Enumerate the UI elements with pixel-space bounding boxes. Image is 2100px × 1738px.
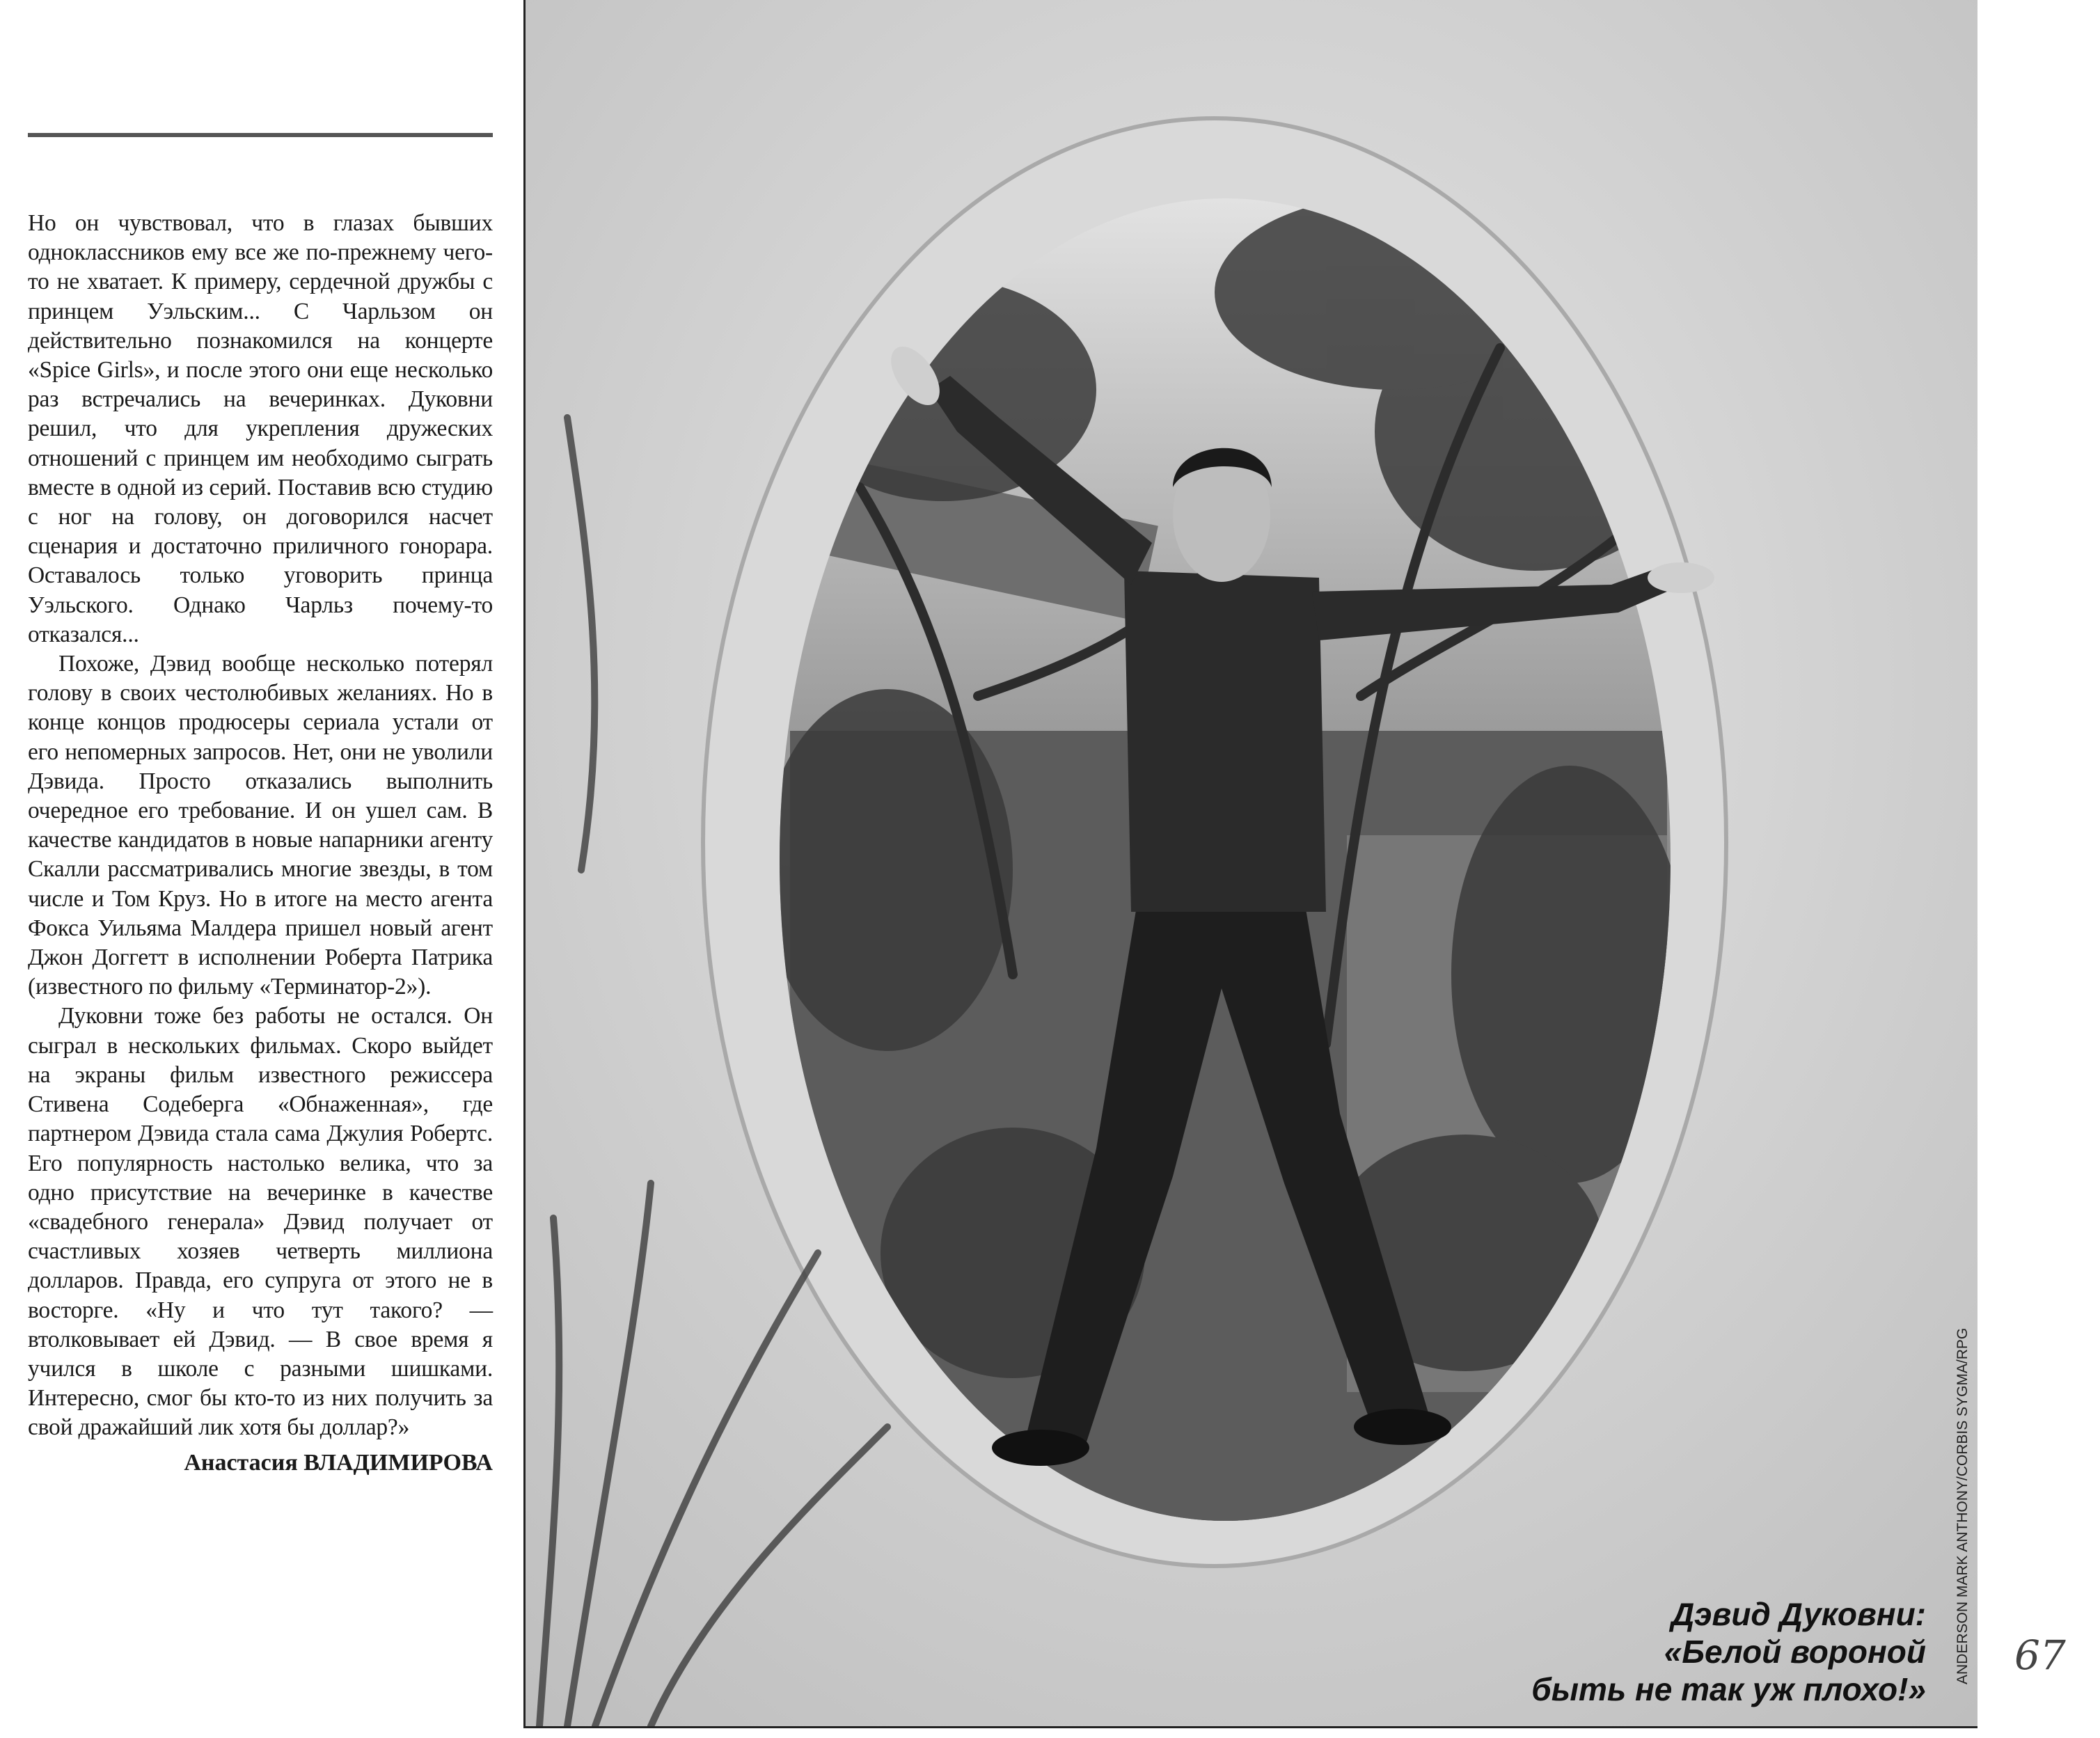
photo-credit: ANDERSON MARK ANTHONY/CORBIS SYGMA/RPG [1955, 1327, 1971, 1684]
caption-line-2: «Белой вороной [1664, 1634, 1926, 1670]
article-paragraph-1: Но он чувствовал, что в глазах бывших одноклассников ему все же по-прежнему чего-то не хватает. К примеру, сердечной дружбы с принцем Уэльским... С Чарльзом он действительно познакомился на концерте «Spice Girls», и после этого они еще несколько раз встречались на вечеринках. Дуковни решил, что для укрепления дружеских отношений с принцем им необходимо сыграть вместе в одной из серий. Поставив всю студию с ног на голову, он договорился насчет сценария и достаточно приличного гонорара. Оставалось только уговорить принца Уэльского. Однако Чарльз почему-то отказался... [28, 210, 493, 647]
article-column [28, 209, 493, 1478]
caption-line-3: быть не так уж плохо!» [1531, 1671, 1926, 1707]
photo-illustration [526, 0, 1977, 1726]
photo-caption [1531, 1595, 1926, 1708]
article-paragraph-2: Похоже, Дэвид вообще несколько потерял голову в своих честолюбивых желаниях. Но в конце концов продюсеры сериала устали от его непомерных запросов. Нет, они не уволили Дэвида. Просто отказались выполнить очередное его требование. И он ушел сам. В качестве кандидатов в новые напарники агенту Скалли рассматривались многие звезды, в том числе и Том Круз. Но в итоге на место агента Фокса Уильяма Малдера пришел новый агент Джон Доггетт в исполнении Роберта Патрика (известного по фильму «Терминатор-2»). [28, 651, 493, 1000]
top-rule [28, 133, 493, 137]
page-number: 67 [2014, 1632, 2066, 1679]
byline: Анастасия ВЛАДИМИРОВА [184, 1449, 493, 1476]
article-paragraph-3: Дуковни тоже без работы не остался. Он сыграл в нескольких фильмах. Скоро выйдет на экраны фильм известного режиссера Стивена Содеберга «Обнаженная», где партнером Дэвида стала сама Джулия Робертс. Его популярность настолько велика, что за одно присутствие на вечеринке в качестве «свадебного генерала» Дэвид получает от счастливых хозяев четверть миллиона долларов. Правда, его супруга от этого не в восторге. «Ну и что тут такого? — втолковывает ей Дэвид. — В свое время я учился в школе с разными шишками. Интересно, смог бы кто-то из них получить за свой дражайший лик хотя бы доллар?» [28, 1003, 493, 1441]
caption-line-1: Дэвид Дуковни: [1671, 1596, 1926, 1632]
photo [523, 0, 1977, 1728]
